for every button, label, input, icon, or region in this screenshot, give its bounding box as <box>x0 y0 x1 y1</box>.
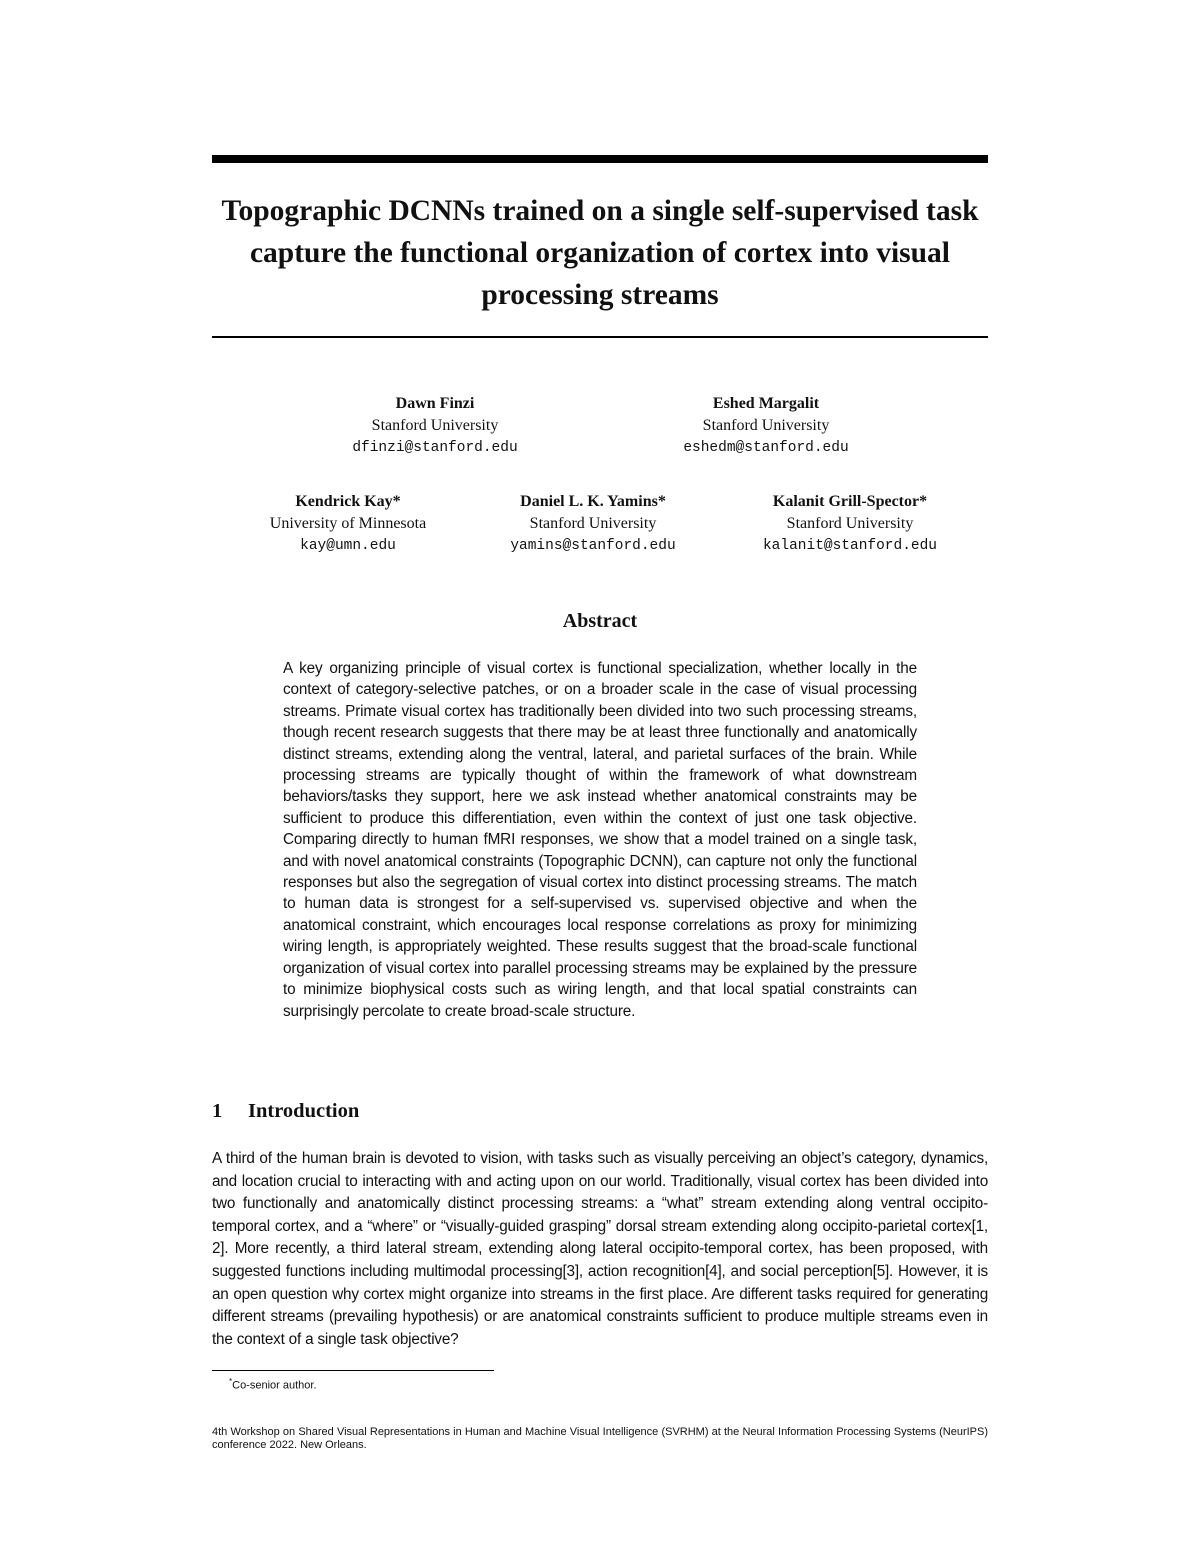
author-name: Daniel L. K. Yamins* <box>520 493 666 510</box>
author-block <box>725 491 975 557</box>
abstract-heading: Abstract <box>562 610 638 632</box>
section-number: 1 <box>212 1100 223 1122</box>
author-block <box>228 491 468 557</box>
title-top-rule <box>212 155 988 163</box>
author-affiliation: Stanford University <box>371 417 499 434</box>
venue-note: 4th Workshop on Shared Visual Representations in Human and Machine Visual Intelligence (SVRHM) at the Neural Information Processing Systems (NeurIPS) conference 2022. New Orleans. <box>212 1426 988 1451</box>
author-name: Kalanit Grill-Spector* <box>772 493 928 510</box>
author-email[interactable]: yamins@stanford.edu <box>510 538 676 554</box>
abstract-text: A key organizing principle of visual cortex is functional specialization, whether locally in the context of category-selective patches, or on a broader scale in the case of visual processing streams. Primate visual cortex has traditionally been divided into two such processing streams, though recent research suggests that there may be at least three functionally and anatomically distinct streams, extending along the ventral, lateral, and parietal surfaces of the brain. While processing streams are typically thought of within the framework of what downstream behaviors/tasks they support, here we ask instead whether anatomical constraints may be sufficient to produce this differentiation, even within the context of just one task objective. Comparing directly to human fMRI responses, we show that a model trained on a single task, and with novel anatomical constraints (Topographic DCNN), can capture not only the functional responses but also the segregation of visual cortex into distinct processing streams. The match to human data is strongest for a self-supervised vs. supervised objective and when the anatomical constraint, which encourages local response correlations as proxy for minimizing wiring length, is appropriately weighted. These results suggest that the broad-scale functional organization of visual cortex into parallel processing streams may be explained by the pressure to minimize biophysical costs such as wiring length, and that local spatial constraints can surprisingly percolate to create broad-scale structure. <box>283 660 917 1020</box>
author-name: Dawn Finzi <box>395 395 475 412</box>
author-email[interactable]: kalanit@stanford.edu <box>762 538 938 554</box>
footnote-mark: * <box>229 1377 233 1386</box>
author-affiliation: Stanford University <box>702 417 830 434</box>
author-email[interactable]: dfinzi@stanford.edu <box>352 440 518 456</box>
title-bottom-rule <box>212 336 988 338</box>
section-heading <box>212 1100 359 1123</box>
footnote-rule <box>212 1370 494 1371</box>
author-block <box>626 393 906 459</box>
section-title: Introduction <box>248 1100 360 1122</box>
paper-title: Topographic DCNNs trained on a single self-supervised task capture the functional organization of cortex into visual processing streams <box>221 195 979 311</box>
author-email[interactable]: kay@umn.edu <box>300 538 396 554</box>
author-name: Kendrick Kay* <box>295 493 401 510</box>
footnote <box>229 1377 317 1392</box>
author-block <box>473 491 713 557</box>
author-affiliation: University of Minnesota <box>269 515 427 532</box>
author-affiliation: Stanford University <box>529 515 657 532</box>
author-name: Eshed Margalit <box>712 395 820 412</box>
introduction-text: A third of the human brain is devoted to vision, with tasks such as visually perceiving an object’s category, dynamics, and location crucial to interacting with and acting upon on our world. Traditionally, visual cortex has been divided into two functionally and anatomically distinct processing streams: a “what” stream extending along ventral occipito-temporal cortex, and a “where” or “visually-guided grasping” dorsal stream extending along occipito-parietal cortex[1, 2]. More recently, a third lateral stream, extending along lateral occipito-temporal cortex, has been proposed, with suggested functions including multimodal processing[3], action recognition[4], and social perception[5]. However, it is an open question why cortex might organize into streams in the first place. Are different tasks required for generating different streams (prevailing hypothesis) or are anatomical constraints sufficient to produce multiple streams even in the context of a single task objective? <box>212 1150 988 1348</box>
footnote-text: Co-senior author. <box>232 1379 317 1392</box>
author-block <box>295 393 575 459</box>
author-email[interactable]: eshedm@stanford.edu <box>683 440 849 456</box>
author-affiliation: Stanford University <box>786 515 914 532</box>
